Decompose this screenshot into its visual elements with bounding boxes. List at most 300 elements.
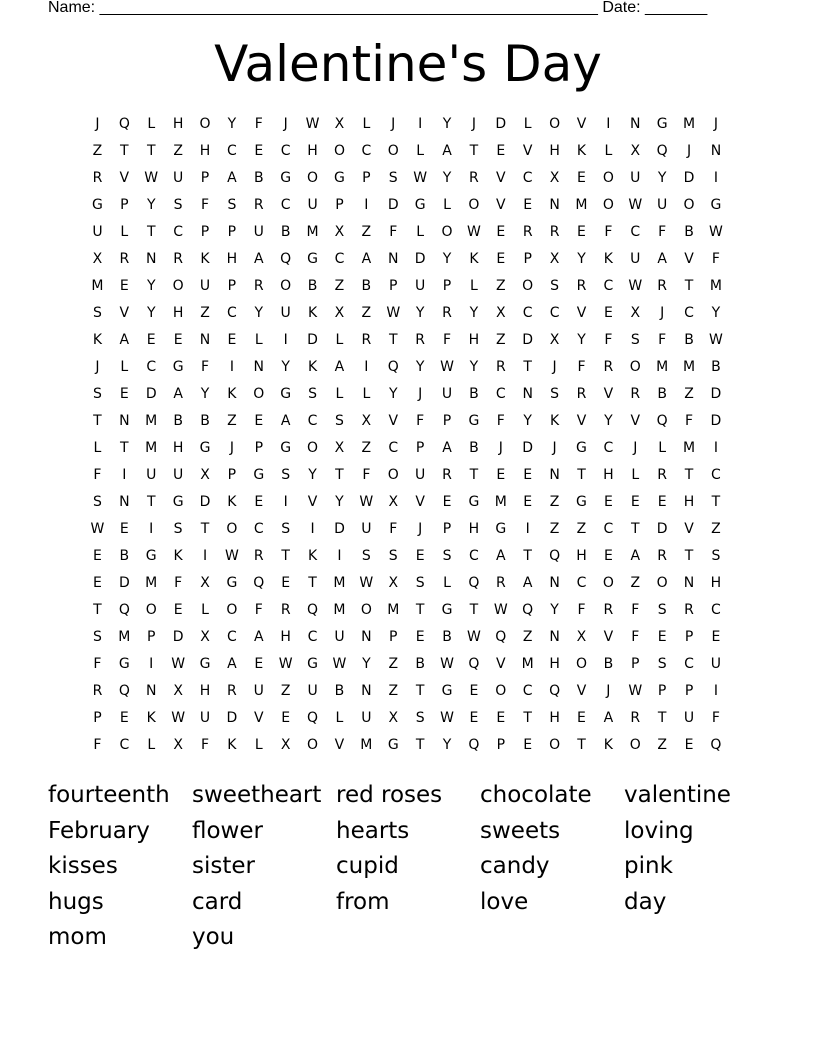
grid-letter: E <box>227 332 237 348</box>
word-bank-item: pink <box>624 853 673 880</box>
grid-letter: T <box>523 548 532 564</box>
grid-letter: R <box>657 467 668 483</box>
grid-letter: P <box>389 278 398 294</box>
word-bank-item: sweetheart <box>192 782 322 808</box>
grid-letter: L <box>147 116 156 132</box>
grid-letter: M <box>494 494 507 510</box>
grid-letter: P <box>227 224 237 240</box>
grid-letter: L <box>470 278 478 294</box>
grid-letter: W <box>440 656 454 672</box>
grid-letter: Y <box>523 413 532 429</box>
grid-letter: G <box>441 602 453 618</box>
grid-letter: C <box>684 656 694 672</box>
grid-letter: W <box>440 359 454 375</box>
grid-letter: B <box>603 656 614 672</box>
grid-letter: P <box>227 467 237 483</box>
grid-letter: R <box>253 278 264 294</box>
grid-letter: A <box>119 332 130 348</box>
grid-letter: E <box>603 548 613 564</box>
grid-letter: Q <box>549 548 561 564</box>
grid-letter: N <box>549 197 560 213</box>
grid-letter: Q <box>522 602 534 618</box>
grid-letter: Y <box>469 359 479 375</box>
grid-letter: O <box>280 278 292 294</box>
grid-letter: U <box>630 170 641 186</box>
grid-letter: X <box>200 467 210 483</box>
grid-letter: N <box>253 359 265 375</box>
grid-letter: F <box>711 710 720 726</box>
grid-letter: O <box>549 116 561 132</box>
grid-letter: C <box>280 143 291 159</box>
grid-letter: I <box>606 116 611 132</box>
grid-letter: D <box>414 251 426 267</box>
grid-letter: Q <box>307 710 319 726</box>
grid-letter: O <box>602 575 614 591</box>
grid-letter: R <box>657 548 668 564</box>
grid-letter: Y <box>227 116 237 132</box>
grid-letter: O <box>629 737 641 753</box>
grid-letter: O <box>307 170 319 186</box>
grid-letter: D <box>495 116 507 132</box>
grid-letter: C <box>173 224 183 240</box>
grid-letter: T <box>469 143 479 159</box>
grid-letter: J <box>713 116 718 132</box>
grid-letter: R <box>576 278 587 294</box>
grid-letter: E <box>93 575 102 591</box>
grid-letter: T <box>93 413 102 429</box>
grid-letter: W <box>386 305 401 321</box>
grid-letter: L <box>335 332 344 348</box>
grid-letter: M <box>387 602 400 618</box>
grid-letter: J <box>552 359 557 375</box>
grid-letter: X <box>388 494 399 510</box>
grid-letter: D <box>710 386 722 402</box>
grid-letter: B <box>415 656 425 672</box>
grid-letter: H <box>172 305 184 321</box>
grid-letter: Y <box>308 467 317 483</box>
grid-letter: K <box>603 737 613 753</box>
grid-letter: T <box>120 143 129 159</box>
grid-letter: G <box>199 656 211 672</box>
grid-letter: N <box>361 629 372 645</box>
grid-letter: E <box>657 494 667 510</box>
grid-letter: R <box>253 197 264 213</box>
grid-letter: E <box>119 386 129 402</box>
grid-letter: S <box>281 521 291 537</box>
grid-letter: Q <box>118 116 130 132</box>
grid-letter: R <box>119 251 130 267</box>
grid-letter: T <box>308 575 317 591</box>
grid-letter: O <box>522 278 534 294</box>
grid-letter: T <box>577 737 586 753</box>
grid-letter: F <box>658 332 667 348</box>
grid-letter: C <box>522 683 533 699</box>
grid-letter: O <box>387 467 399 483</box>
grid-letter: E <box>281 710 291 726</box>
grid-letter: D <box>387 197 399 213</box>
grid-letter: N <box>522 386 533 402</box>
grid-letter: P <box>389 629 398 645</box>
grid-letter: C <box>711 467 721 483</box>
grid-letter: Z <box>280 683 291 699</box>
grid-letter: O <box>333 143 345 159</box>
grid-letter: H <box>199 143 211 159</box>
grid-letter: Y <box>604 413 613 429</box>
name-date-line: Name: ________________________________________________________ Date: _______ <box>48 0 708 16</box>
grid-letter: J <box>498 440 503 456</box>
grid-letter: O <box>549 737 561 753</box>
grid-letter: Z <box>576 521 587 537</box>
grid-row <box>84 435 738 462</box>
grid-letter: T <box>630 521 640 537</box>
grid-letter: C <box>253 521 264 537</box>
grid-letter: G <box>656 116 668 132</box>
grid-letter: Z <box>388 683 399 699</box>
grid-letter: O <box>629 359 641 375</box>
grid-letter: M <box>709 278 722 294</box>
grid-row <box>84 165 738 192</box>
grid-letter: U <box>172 170 184 186</box>
grid-letter: M <box>91 278 104 294</box>
grid-letter: U <box>253 224 264 240</box>
grid-letter: C <box>603 278 614 294</box>
grid-letter: V <box>388 413 399 429</box>
grid-letter: E <box>577 224 586 240</box>
grid-letter: I <box>149 521 154 537</box>
grid-letter: N <box>549 467 560 483</box>
grid-row <box>84 300 738 327</box>
grid-letter: V <box>576 413 587 429</box>
grid-letter: G <box>172 359 184 375</box>
grid-letter: E <box>577 710 586 726</box>
grid-letter: R <box>657 278 668 294</box>
grid-letter: P <box>631 656 640 672</box>
grid-letter: L <box>120 359 129 375</box>
word-search-grid <box>84 111 738 759</box>
grid-letter: W <box>709 332 723 348</box>
grid-letter: G <box>280 386 292 402</box>
word-bank-item: cupid <box>336 853 399 880</box>
grid-letter: S <box>550 278 560 294</box>
grid-letter: W <box>493 602 508 618</box>
grid-letter: C <box>711 602 721 618</box>
grid-letter: G <box>307 251 318 267</box>
grid-letter: K <box>227 494 237 510</box>
grid-letter: H <box>468 332 480 348</box>
grid-letter: N <box>630 116 641 132</box>
grid-letter: I <box>364 197 369 213</box>
grid-letter: H <box>307 143 318 159</box>
grid-letter: M <box>656 359 669 375</box>
grid-letter: U <box>253 683 264 699</box>
grid-letter: Z <box>711 521 721 537</box>
grid-letter: G <box>280 170 292 186</box>
grid-letter: L <box>604 143 613 159</box>
grid-letter: R <box>603 359 614 375</box>
grid-letter: X <box>630 305 641 321</box>
grid-letter: P <box>442 278 452 294</box>
grid-letter: Q <box>549 683 561 699</box>
grid-letter: V <box>630 413 641 429</box>
grid-letter: I <box>310 521 315 537</box>
grid-letter: O <box>602 170 614 186</box>
grid-letter: T <box>469 602 479 618</box>
grid-letter: T <box>93 602 102 618</box>
grid-letter: P <box>200 224 210 240</box>
grid-letter: C <box>576 575 587 591</box>
grid-letter: Y <box>442 170 452 186</box>
grid-letter: B <box>119 548 130 564</box>
grid-letter: Q <box>468 575 480 591</box>
grid-letter: O <box>145 602 157 618</box>
grid-letter: B <box>469 386 479 402</box>
grid-letter: J <box>391 116 396 132</box>
grid-letter: E <box>711 629 721 645</box>
grid-letter: X <box>173 737 183 753</box>
grid-row <box>84 516 738 543</box>
grid-letter: Z <box>388 656 399 672</box>
grid-letter: H <box>603 467 614 483</box>
grid-letter: C <box>227 305 237 321</box>
word-bank-item: mom <box>48 924 107 951</box>
grid-letter: T <box>711 494 721 510</box>
grid-letter: D <box>522 440 534 456</box>
grid-letter: U <box>307 683 318 699</box>
grid-letter: A <box>254 251 264 267</box>
word-bank-item: sister <box>192 853 255 880</box>
grid-letter: S <box>415 575 425 591</box>
grid-letter: E <box>469 710 479 726</box>
grid-letter: T <box>523 359 532 375</box>
grid-letter: T <box>415 737 425 753</box>
grid-letter: L <box>362 386 371 402</box>
grid-row <box>84 246 738 273</box>
grid-letter: G <box>92 197 103 213</box>
grid-letter: J <box>606 683 611 699</box>
grid-letter: P <box>415 440 425 456</box>
grid-letter: S <box>93 305 102 321</box>
grid-letter: T <box>684 467 694 483</box>
grid-letter: R <box>415 332 425 348</box>
grid-letter: A <box>173 386 183 402</box>
grid-letter: T <box>146 494 156 510</box>
grid-letter: O <box>253 386 265 402</box>
grid-letter: V <box>119 170 130 186</box>
grid-letter: D <box>656 521 668 537</box>
grid-letter: X <box>361 413 372 429</box>
grid-letter: S <box>335 413 344 429</box>
word-bank-item: valentine <box>624 782 731 808</box>
grid-letter: W <box>359 575 374 591</box>
grid-letter: K <box>227 386 237 402</box>
grid-letter: C <box>334 251 345 267</box>
grid-letter: H <box>710 575 722 591</box>
grid-letter: C <box>522 305 533 321</box>
grid-letter: C <box>549 305 560 321</box>
grid-letter: F <box>631 629 640 645</box>
grid-letter: R <box>361 332 372 348</box>
grid-letter: D <box>683 170 695 186</box>
grid-letter: V <box>119 305 130 321</box>
grid-letter: Q <box>307 602 319 618</box>
grid-letter: G <box>710 197 722 213</box>
grid-letter: D <box>307 332 318 348</box>
grid-letter: L <box>523 116 532 132</box>
grid-letter: T <box>200 521 210 537</box>
grid-letter: O <box>387 143 399 159</box>
grid-letter: A <box>657 251 667 267</box>
grid-letter: O <box>495 683 507 699</box>
grid-letter: E <box>254 143 264 159</box>
grid-letter: Y <box>200 386 210 402</box>
grid-letter: S <box>442 548 452 564</box>
grid-row <box>84 543 738 570</box>
grid-letter: Z <box>227 413 237 429</box>
grid-row <box>84 381 738 408</box>
grid-letter: K <box>603 251 613 267</box>
grid-letter: C <box>280 197 291 213</box>
grid-letter: W <box>305 116 320 132</box>
grid-letter: I <box>337 548 342 564</box>
grid-letter: T <box>684 278 694 294</box>
grid-letter: U <box>172 467 184 483</box>
grid-letter: U <box>146 467 157 483</box>
grid-letter: G <box>253 467 265 483</box>
grid-letter: F <box>93 656 102 672</box>
grid-letter: U <box>415 467 426 483</box>
grid-letter: X <box>334 305 345 321</box>
grid-letter: E <box>684 737 694 753</box>
grid-letter: S <box>93 386 102 402</box>
grid-letter: T <box>146 143 156 159</box>
grid-letter: S <box>415 710 425 726</box>
grid-letter: K <box>549 413 560 429</box>
grid-letter: P <box>362 170 371 186</box>
grid-letter: M <box>333 575 346 591</box>
grid-row <box>84 732 738 759</box>
grid-row <box>84 597 738 624</box>
grid-letter: H <box>199 683 211 699</box>
grid-letter: Y <box>146 305 156 321</box>
grid-letter: U <box>199 710 211 726</box>
grid-letter: W <box>466 224 481 240</box>
grid-letter: Y <box>415 305 425 321</box>
grid-letter: S <box>388 170 398 186</box>
grid-letter: R <box>442 467 452 483</box>
grid-row <box>84 678 738 705</box>
grid-letter: A <box>630 548 641 564</box>
grid-letter: W <box>224 548 239 564</box>
grid-letter: H <box>576 548 587 564</box>
grid-letter: A <box>496 548 506 564</box>
grid-letter: R <box>522 224 533 240</box>
grid-letter: U <box>683 710 695 726</box>
grid-letter: E <box>442 494 452 510</box>
grid-letter: T <box>120 440 129 456</box>
grid-letter: F <box>362 467 371 483</box>
grid-letter: N <box>683 575 695 591</box>
grid-letter: Q <box>468 737 480 753</box>
grid-letter: N <box>119 494 130 510</box>
grid-letter: M <box>682 359 696 375</box>
grid-letter: N <box>145 683 157 699</box>
grid-letter: W <box>144 170 159 186</box>
grid-letter: J <box>686 143 692 159</box>
grid-letter: X <box>92 251 103 267</box>
grid-letter: E <box>173 602 183 618</box>
grid-letter: W <box>628 683 643 699</box>
grid-letter: C <box>603 440 614 456</box>
grid-letter: L <box>201 602 209 618</box>
grid-letter: Y <box>281 359 290 375</box>
grid-letter: W <box>332 656 347 672</box>
grid-letter: Q <box>710 737 722 753</box>
grid-letter: J <box>633 440 638 456</box>
grid-letter: G <box>576 494 587 510</box>
grid-letter: W <box>171 656 186 672</box>
grid-letter: C <box>119 737 130 753</box>
grid-letter: P <box>93 710 102 726</box>
grid-row <box>84 408 738 435</box>
grid-letter: G <box>280 440 292 456</box>
grid-letter: U <box>334 629 345 645</box>
word-bank-item: fourteenth <box>48 782 170 808</box>
grid-letter: Z <box>200 305 210 321</box>
grid-letter: U <box>415 278 426 294</box>
grid-letter: O <box>307 737 319 753</box>
grid-letter: R <box>549 224 560 240</box>
grid-letter: T <box>335 467 344 483</box>
grid-letter: E <box>496 143 506 159</box>
grid-letter: W <box>466 629 481 645</box>
grid-letter: L <box>631 467 640 483</box>
grid-letter: Z <box>334 278 345 294</box>
grid-letter: F <box>631 602 640 618</box>
grid-letter: T <box>415 683 425 699</box>
grid-letter: B <box>361 278 372 294</box>
grid-letter: Z <box>173 143 183 159</box>
grid-letter: E <box>523 494 533 510</box>
grid-letter: B <box>684 224 694 240</box>
grid-letter: Y <box>254 305 264 321</box>
grid-row <box>84 462 738 489</box>
grid-letter: Q <box>118 602 130 618</box>
grid-letter: E <box>254 494 264 510</box>
grid-letter: U <box>630 251 641 267</box>
word-bank-item: day <box>624 888 667 915</box>
grid-row <box>84 354 738 381</box>
grid-letter: W <box>359 494 374 510</box>
grid-letter: T <box>577 467 586 483</box>
grid-letter: N <box>199 332 211 348</box>
grid-letter: N <box>388 251 399 267</box>
grid-letter: Z <box>361 224 372 240</box>
grid-letter: Z <box>92 143 103 159</box>
grid-letter: F <box>685 413 694 429</box>
grid-letter: L <box>254 737 263 753</box>
grid-letter: X <box>334 440 345 456</box>
grid-letter: S <box>173 197 183 213</box>
grid-letter: G <box>307 656 318 672</box>
grid-letter: J <box>418 521 423 537</box>
grid-letter: F <box>442 332 452 348</box>
grid-letter: F <box>389 224 398 240</box>
grid-letter: C <box>227 143 237 159</box>
grid-letter: L <box>416 143 425 159</box>
grid-letter: C <box>684 305 694 321</box>
grid-letter: C <box>522 170 533 186</box>
grid-letter: M <box>306 224 319 240</box>
